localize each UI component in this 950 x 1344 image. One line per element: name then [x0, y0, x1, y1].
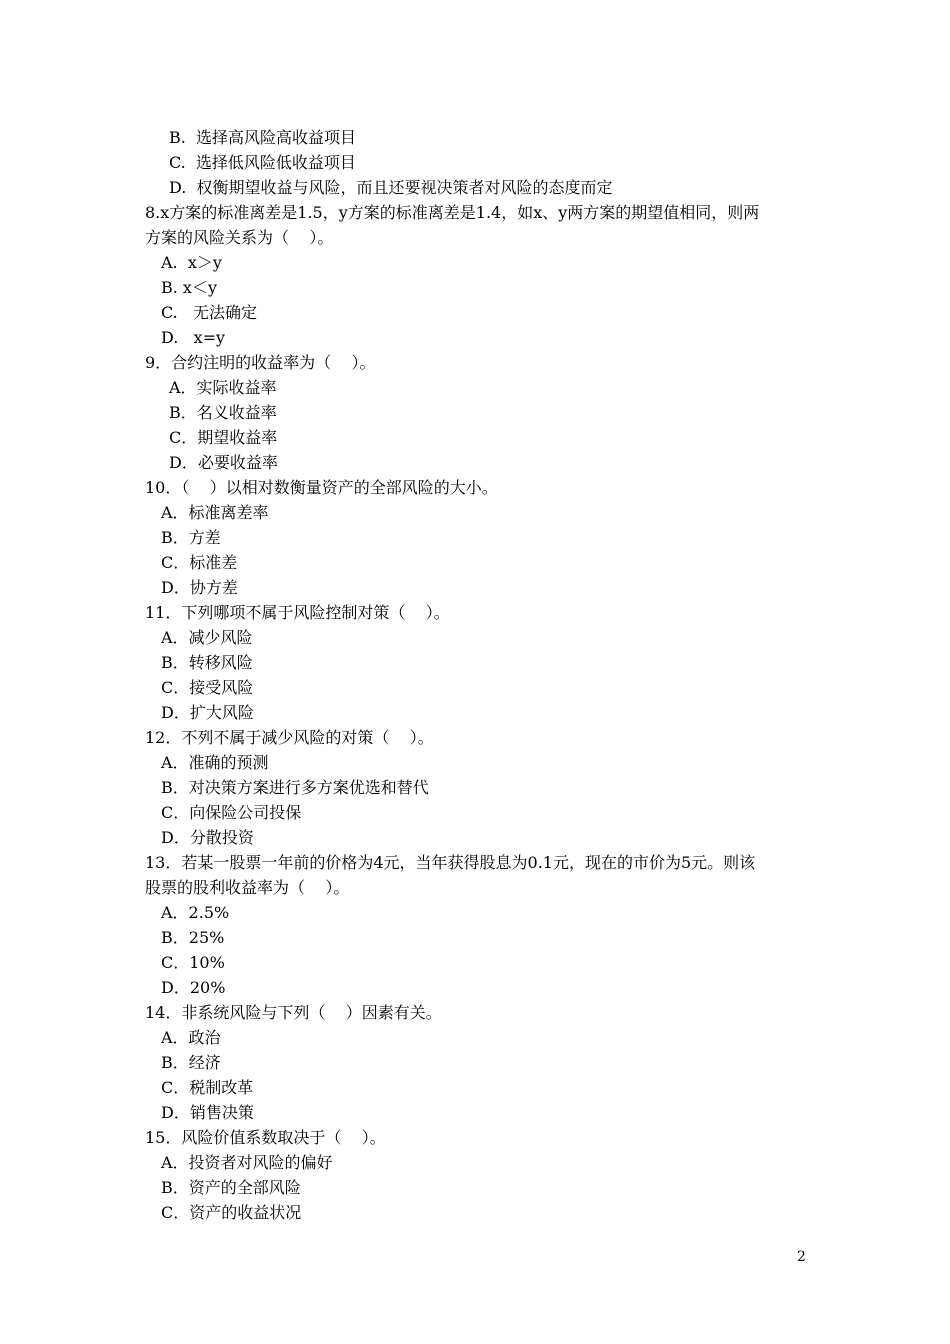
q15-option-c: C．资产的收益状况	[161, 1203, 302, 1222]
q14-option-d: D．销售决策	[161, 1103, 254, 1122]
question-15: 15．风险价值系数取决于（ ）。	[145, 1128, 386, 1147]
q9-option-d: D．必要收益率	[169, 453, 278, 472]
question-11: 11．下列哪项不属于风险控制对策（ ）。	[145, 603, 450, 622]
q8-option-d: D. x=y	[161, 328, 226, 347]
q15-option-b: B．资产的全部风险	[161, 1178, 301, 1197]
q11-option-d: D．扩大风险	[161, 703, 254, 722]
q14-option-a: A．政治	[161, 1028, 221, 1047]
question-13-line-1: 13．若某一股票一年前的价格为4元，当年获得股息为0.1元，现在的市价为5元。则该	[145, 853, 756, 872]
q9-option-b: B．名义收益率	[169, 403, 277, 422]
question-8-line-2: 方案的风险关系为（ ）。	[145, 228, 334, 247]
q14-option-b: B．经济	[161, 1053, 221, 1072]
page-number: 2	[797, 1249, 806, 1265]
q11-option-a: A．减少风险	[161, 628, 253, 647]
q10-option-c: C．标准差	[161, 553, 238, 572]
q8-option-c: C. 无法确定	[161, 303, 258, 322]
q13-option-d: D．20%	[161, 978, 226, 997]
q8-option-b: B. x＜y	[161, 278, 217, 297]
q13-option-c: C．10%	[161, 953, 225, 972]
question-12: 12．不列不属于减少风险的对策（ ）。	[145, 728, 434, 747]
option-d-balance: D. 权衡期望收益与风险，而且还要视决策者对风险的态度而定	[169, 178, 613, 197]
question-9: 9．合约注明的收益率为（ ）。	[145, 353, 376, 372]
q13-option-b: B．25%	[161, 928, 225, 947]
q12-option-d: D．分散投资	[161, 828, 254, 847]
q14-option-c: C．税制改革	[161, 1078, 254, 1097]
q10-option-d: D．协方差	[161, 578, 238, 597]
q12-option-c: C．向保险公司投保	[161, 803, 302, 822]
q12-option-b: B．对决策方案进行多方案优选和替代	[161, 778, 429, 797]
q12-option-a: A．准确的预测	[161, 753, 269, 772]
q10-option-a: A．标准离差率	[161, 503, 269, 522]
question-8-line-1: 8.x方案的标准离差是1.5，y方案的标准离差是1.4，如x、y两方案的期望值相同，则两	[145, 203, 760, 222]
question-13-line-2: 股票的股利收益率为（ ）。	[145, 878, 350, 897]
q11-option-c: C．接受风险	[161, 678, 254, 697]
q13-option-a: A．2.5%	[161, 903, 230, 922]
q9-option-c: C．期望收益率	[169, 428, 278, 447]
q11-option-b: B．转移风险	[161, 653, 253, 672]
q15-option-a: A．投资者对风险的偏好	[161, 1153, 333, 1172]
option-b-high-risk: B. 选择高风险高收益项目	[169, 128, 357, 147]
q8-option-a: A. x＞y	[161, 253, 222, 272]
q9-option-a: A．实际收益率	[169, 378, 277, 397]
question-14: 14．非系统风险与下列（ ）因素有关。	[145, 1003, 442, 1022]
option-c-low-risk: C. 选择低风险低收益项目	[169, 153, 356, 172]
q10-option-b: B．方差	[161, 528, 221, 547]
question-10: 10．（ ）以相对数衡量资产的全部风险的大小。	[145, 478, 498, 497]
